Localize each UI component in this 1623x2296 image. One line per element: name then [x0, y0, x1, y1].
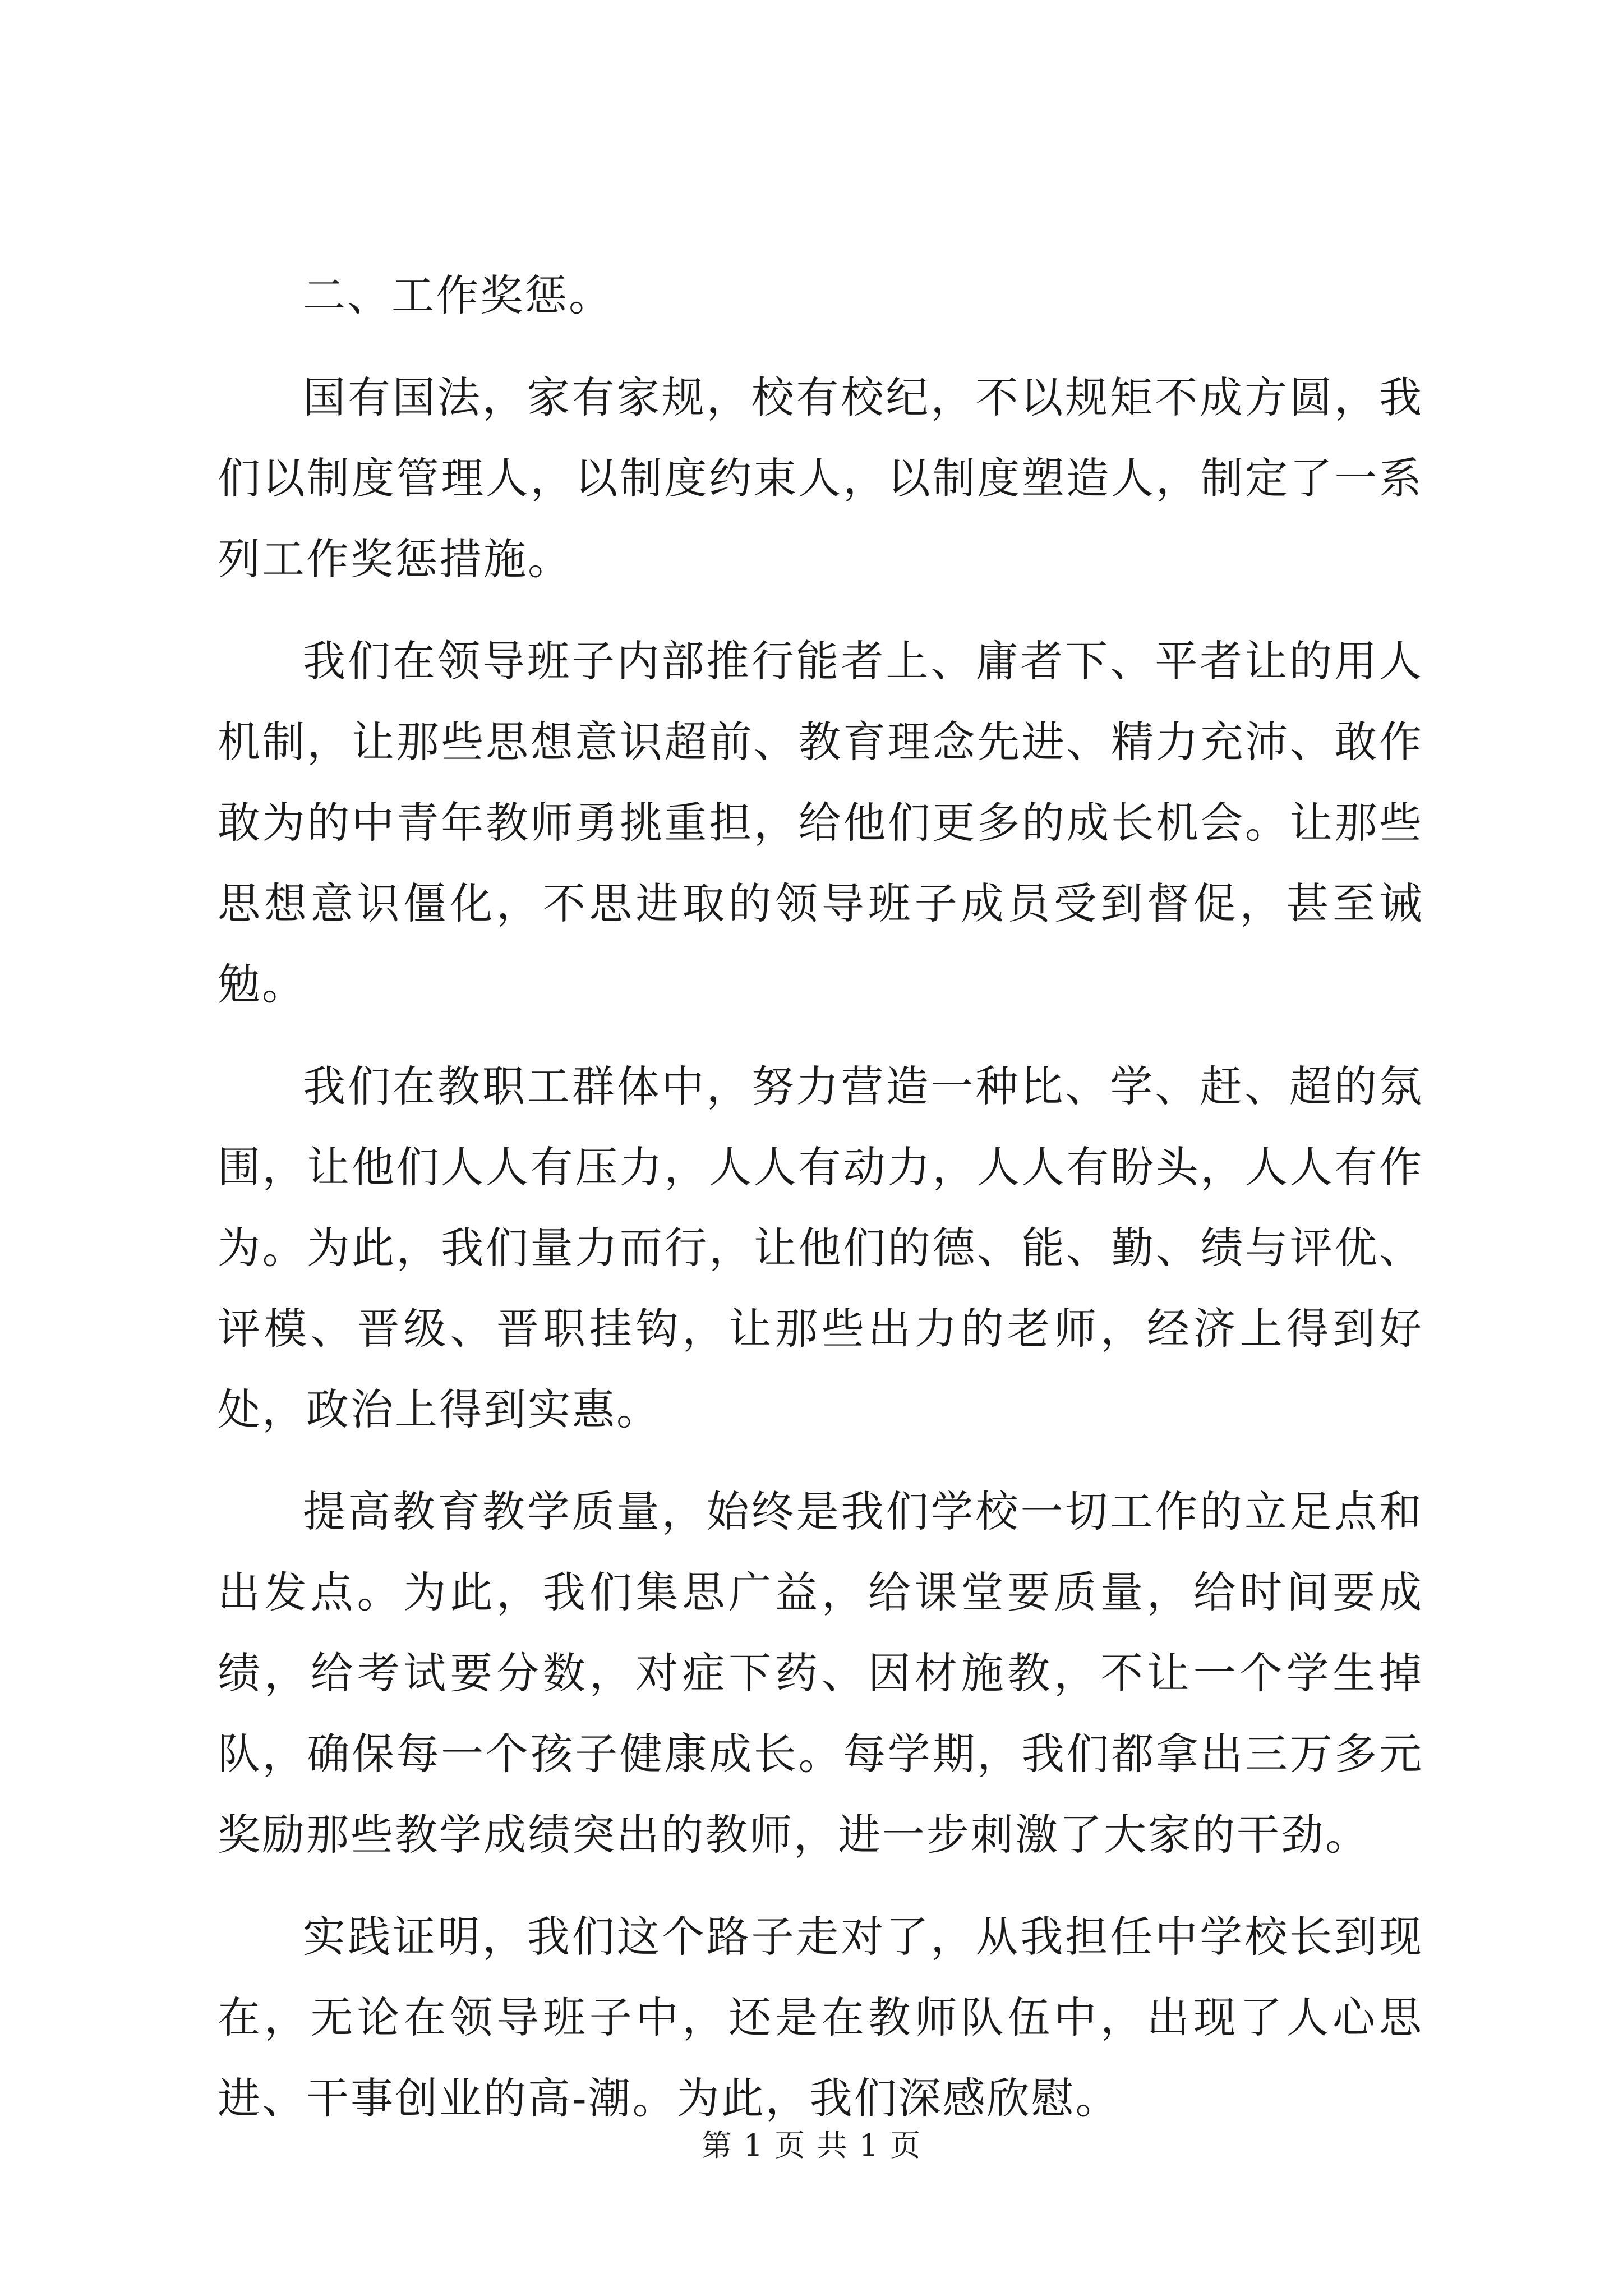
paragraph-5: 实践证明，我们这个路子走对了，从我担任中学校长到现在，无论在领导班子中，还是在教师队伍中，出现了人心思进、干事创业的高-潮。为此，我们深感欣慰。 [218, 1912, 1423, 2123]
paragraph-3: 我们在教职工群体中，努力营造一种比、学、赶、超的氛围，让他们人人有压力，人人有动力，人人有盼头，人人有作为。为此，我们量力而行，让他们的德、能、勤、绩与评优、评模、晋级、晋职挂钩，让那些出力的老师，经济上得到好处，政治上得到实惠。 [218, 1061, 1423, 1434]
document-body [218, 255, 1423, 2160]
paragraph-4: 提高教育教学质量，始终是我们学校一切工作的立足点和出发点。为此，我们集思广益，给课堂要质量，给时间要成绩，给考试要分数，对症下药、因材施教，不让一个学生掉队，确保每一个孩子健康成长。每学期，我们都拿出三万多元奖励那些教学成绩突出的教师，进一步刺激了大家的干劲。 [218, 1487, 1423, 1860]
page-footer: 第 1 页 共 1 页 [701, 2128, 922, 2163]
section-heading: 二、工作奖惩。 [303, 270, 613, 320]
paragraph-2: 我们在领导班子内部推行能者上、庸者下、平者让的用人机制，让那些思想意识超前、教育理念先进、精力充沛、敢作敢为的中青年教师勇挑重担，给他们更多的成长机会。让那些思想意识僵化，不思进取的领导班子成员受到督促，甚至诫勉。 [218, 636, 1423, 1009]
paragraph-1: 国有国法，家有家规，校有校纪，不以规矩不成方圆，我们以制度管理人，以制度约束人，以制度塑造人，制定了一系列工作奖惩措施。 [218, 372, 1423, 584]
